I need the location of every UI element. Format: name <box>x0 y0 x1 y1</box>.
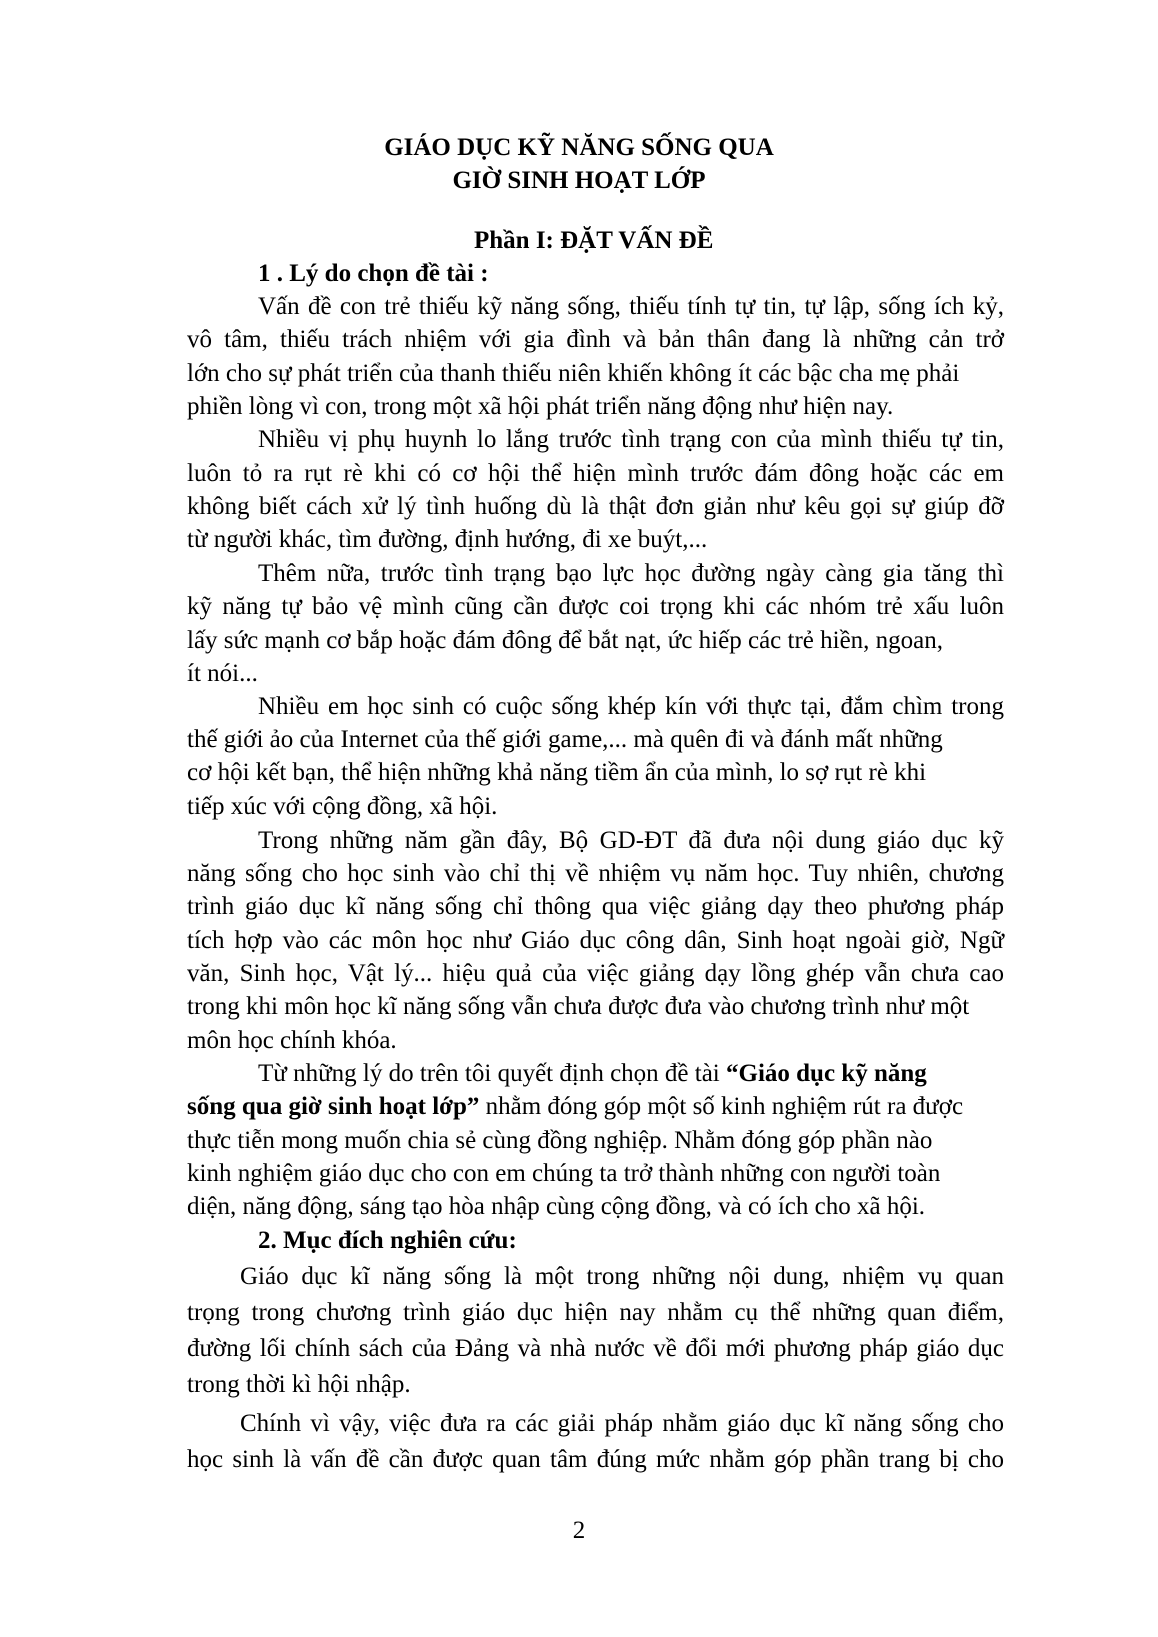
paragraph-line: kỹ năng tự bảo vệ mình cũng cần được coi trọng khi các nhóm trẻ xấu luôn <box>187 593 1004 620</box>
paragraph-line: văn, Sinh học, Vật lý... hiệu quả của việc giảng dạy lồng ghép vẫn chưa cao <box>187 960 1004 987</box>
paragraph-line: cơ hội kết bạn, thể hiện những khả năng tiềm ẩn của mình, lo sợ rụt rè khi <box>187 759 927 786</box>
conclusion-line <box>187 1092 963 1122</box>
conclusion-text: nhằm đóng góp một số kinh nghiệm rút ra được <box>479 1093 964 1120</box>
paragraph-line: đường lối chính sách của Đảng và nhà nước về đổi mới phương pháp giáo dục <box>187 1335 1004 1362</box>
conclusion-line <box>258 1059 927 1089</box>
paragraph-line: thế giới ảo của Internet của thế giới game,... mà quên đi và đánh mất những <box>187 726 943 753</box>
paragraph-line: từ người khác, tìm đường, định hướng, đi xe buýt,... <box>187 526 708 553</box>
paragraph-line: trong thời kì hội nhập. <box>187 1371 411 1398</box>
paragraph-line: trong khi môn học kĩ năng sống vẫn chưa được đưa vào chương trình như một <box>187 993 970 1020</box>
paragraph-line: Chính vì vậy, việc đưa ra các giải pháp nhằm giáo dục kĩ năng sống cho <box>240 1410 1004 1437</box>
topic-title-bold: sống qua giờ sinh hoạt lớp” <box>187 1093 480 1120</box>
paragraph-line: không biết cách xử lý tình huống dù là thật đơn giản như kêu gọi sự giúp đỡ <box>187 493 1004 520</box>
paragraph-line: môn học chính khóa. <box>187 1027 397 1054</box>
paragraph-line: lớn cho sự phát triển của thanh thiếu niên khiến không ít các bậc cha mẹ phải <box>187 360 960 387</box>
conclusion-text: Từ những lý do trên tôi quyết định chọn đề tài <box>258 1060 726 1087</box>
paragraph-line: Giáo dục kĩ năng sống là một trong những nội dung, nhiệm vụ quan <box>240 1263 1004 1290</box>
paragraph-line: phiền lòng vì con, trong một xã hội phát triển năng động như hiện nay. <box>187 393 894 420</box>
paragraph-line: trình giáo dục kĩ năng sống chỉ thông qua việc giảng dạy theo phương pháp <box>187 893 1004 920</box>
section-1-heading: 1 . Lý do chọn đề tài : <box>258 260 489 287</box>
section-2-heading: 2. Mục đích nghiên cứu: <box>258 1227 517 1254</box>
paragraph-line: ít nói... <box>187 660 258 687</box>
paragraph-line: Nhiều em học sinh có cuộc sống khép kín với thực tại, đắm chìm trong <box>258 693 1004 720</box>
paragraph-line: Thêm nữa, trước tình trạng bạo lực học đường ngày càng gia tăng thì <box>258 560 1004 587</box>
paragraph-line: lấy sức mạnh cơ bắp hoặc đám đông để bắt nạt, ức hiếp các trẻ hiền, ngoan, <box>187 627 944 654</box>
paragraph-line: trọng trong chương trình giáo dục hiện nay nhằm cụ thể những quan điểm, <box>187 1299 1004 1326</box>
paragraph-line: tiếp xúc với cộng đồng, xã hội. <box>187 793 498 820</box>
paragraph-line: Nhiều vị phụ huynh lo lắng trước tình trạng con của mình thiếu tự tin, <box>258 426 1004 453</box>
part-heading: Phần I: ĐẶT VẤN ĐỀ <box>474 227 714 254</box>
conclusion-line: thực tiễn mong muốn chia sẻ cùng đồng nghiệp. Nhằm đóng góp phần nào <box>187 1127 933 1154</box>
topic-title-bold: “Giáo dục kỹ năng <box>726 1060 927 1087</box>
paragraph-line: vô tâm, thiếu trách nhiệm với gia đình và bản thân đang là những cản trở <box>187 326 1004 353</box>
paragraph-line: năng sống cho học sinh vào chỉ thị về nhiệm vụ năm học. Tuy nhiên, chương <box>187 860 1004 887</box>
document-title-line-2: GIỜ SINH HOẠT LỚP <box>452 167 706 194</box>
document-title-line-1: GIÁO DỤC KỸ NĂNG SỐNG QUA <box>384 134 774 161</box>
page-number: 2 <box>572 1517 586 1544</box>
paragraph-line: học sinh là vấn đề cần được quan tâm đúng mức nhằm góp phần trang bị cho <box>187 1446 1004 1473</box>
paragraph-line: tích hợp vào các môn học như Giáo dục công dân, Sinh hoạt ngoài giờ, Ngữ <box>187 927 1004 954</box>
conclusion-line: kinh nghiệm giáo dục cho con em chúng ta trở thành những con người toàn <box>187 1160 941 1187</box>
conclusion-line: diện, năng động, sáng tạo hòa nhập cùng cộng đồng, và có ích cho xã hội. <box>187 1193 926 1220</box>
paragraph-line: Trong những năm gần đây, Bộ GD-ĐT đã đưa nội dung giáo dục kỹ <box>258 827 1004 854</box>
paragraph-line: Vấn đề con trẻ thiếu kỹ năng sống, thiếu tính tự tin, tự lập, sống ích kỷ, <box>258 293 1004 320</box>
paragraph-line: luôn tỏ ra rụt rè khi có cơ hội thể hiện mình trước đám đông hoặc các em <box>187 460 1004 487</box>
